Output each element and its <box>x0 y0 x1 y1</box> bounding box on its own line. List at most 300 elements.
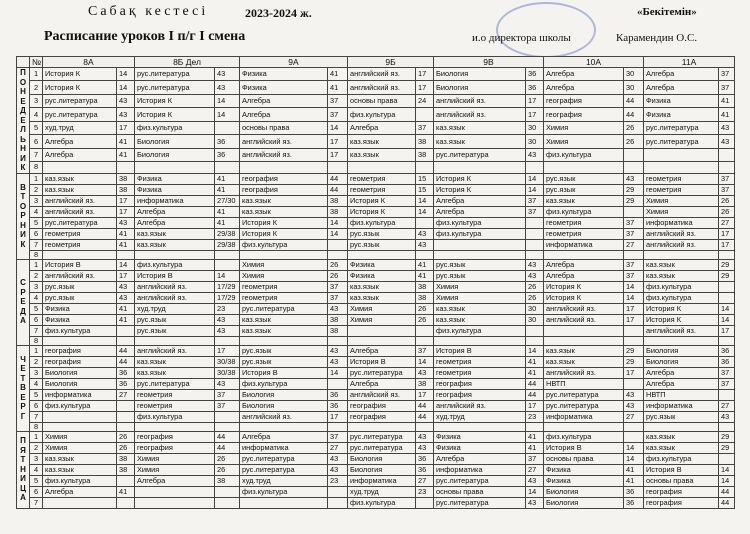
subject-cell <box>348 336 416 345</box>
room-cell: 41 <box>624 475 644 486</box>
subject-cell: Алгебра <box>43 486 117 497</box>
room-cell <box>719 148 735 161</box>
subject-cell: информатика <box>544 411 624 422</box>
room-cell <box>526 217 544 228</box>
subject-cell: рус.литература <box>434 475 526 486</box>
table-row <box>17 281 735 292</box>
room-cell: 43 <box>117 217 135 228</box>
room-cell: 17/29 <box>215 292 240 303</box>
lesson-number: 6 <box>30 400 43 411</box>
day-letter: Л <box>20 125 26 134</box>
lesson-number: 2 <box>30 270 43 281</box>
subject-cell <box>43 497 117 508</box>
subject-cell: Алгебра <box>43 148 117 161</box>
room-cell: 24 <box>416 94 434 107</box>
subject-cell: физ.культура <box>434 217 526 228</box>
subject-cell: рус.литература <box>544 389 624 400</box>
room-cell: 15 <box>416 173 434 184</box>
day-label <box>17 173 30 259</box>
subject-cell: Физика <box>43 303 117 314</box>
subject-cell: основы права <box>348 94 416 107</box>
room-cell: 26 <box>215 464 240 475</box>
subject-cell: геометрия <box>135 389 215 400</box>
day-letter: А <box>20 493 26 503</box>
subject-cell: рус.литература <box>135 68 215 81</box>
subject-cell: география <box>644 497 719 508</box>
subject-cell: рус.язык <box>240 356 328 367</box>
table-row <box>17 81 735 94</box>
subject-cell: геометрия <box>434 356 526 367</box>
subject-cell: Химия <box>544 121 624 134</box>
subject-cell: Алгебра <box>434 453 526 464</box>
room-cell: 41 <box>215 173 240 184</box>
day-letter: Е <box>20 392 26 402</box>
lesson-number: 1 <box>30 431 43 442</box>
lesson-number: 8 <box>30 250 43 259</box>
room-cell: 30 <box>624 68 644 81</box>
subject-cell: История В <box>240 367 328 378</box>
room-cell: 37 <box>328 431 348 442</box>
subject-cell: рус.язык <box>240 345 328 356</box>
subject-cell <box>43 411 117 422</box>
room-cell: 37 <box>719 367 735 378</box>
table-row <box>17 400 735 411</box>
room-cell <box>416 422 434 431</box>
room-cell: 29 <box>719 259 735 270</box>
subject-cell <box>135 422 215 431</box>
room-cell: 17 <box>526 94 544 107</box>
room-cell <box>328 378 348 389</box>
subject-cell: Алгебра <box>240 431 328 442</box>
subject-cell: каз.язык <box>434 314 526 325</box>
subject-cell: НВТП <box>644 389 719 400</box>
room-cell: 26 <box>328 259 348 270</box>
room-cell <box>117 325 135 336</box>
room-cell <box>215 422 240 431</box>
room-cell: 30 <box>526 314 544 325</box>
subject-cell <box>644 336 719 345</box>
room-cell: 14 <box>416 206 434 217</box>
room-cell: 44 <box>624 94 644 107</box>
subject-cell: география <box>644 486 719 497</box>
room-cell: 44 <box>526 389 544 400</box>
subject-cell: геометрия <box>644 184 719 195</box>
subject-cell: рус.язык <box>43 281 117 292</box>
room-cell: 23 <box>215 303 240 314</box>
subject-cell <box>644 148 719 161</box>
subject-cell: физ.культура <box>43 325 117 336</box>
room-cell: 43 <box>117 94 135 107</box>
table-row <box>17 431 735 442</box>
room-cell: 43 <box>624 389 644 400</box>
room-cell: 36 <box>416 453 434 464</box>
room-cell: 43 <box>328 453 348 464</box>
subject-cell: физ.культура <box>434 228 526 239</box>
room-cell: 37 <box>624 270 644 281</box>
subject-cell: физ.культура <box>544 206 624 217</box>
room-cell: 37 <box>328 108 348 121</box>
room-cell: 37 <box>624 228 644 239</box>
subject-cell: основы права <box>644 475 719 486</box>
class-header: 8А <box>43 57 135 68</box>
subject-cell: каз.язык <box>434 135 526 148</box>
day-letter: Р <box>20 211 26 221</box>
subject-cell: Биология <box>544 486 624 497</box>
room-cell: 23 <box>416 486 434 497</box>
subject-cell: география <box>434 378 526 389</box>
room-cell: 27 <box>624 411 644 422</box>
room-cell: 41 <box>719 94 735 107</box>
subject-cell: каз.язык <box>348 135 416 148</box>
subject-cell: информатика <box>434 464 526 475</box>
room-cell: 41 <box>624 464 644 475</box>
subject-cell: рус.язык <box>544 173 624 184</box>
lesson-number: 6 <box>30 228 43 239</box>
subject-cell: Биология <box>240 389 328 400</box>
subject-cell: информатика <box>348 475 416 486</box>
table-row <box>17 345 735 356</box>
room-cell: 41 <box>526 431 544 442</box>
class-header: 11А <box>644 57 735 68</box>
room-cell: 43 <box>624 173 644 184</box>
room-cell: 41 <box>328 68 348 81</box>
subject-cell: История В <box>544 442 624 453</box>
room-cell <box>117 497 135 508</box>
subject-cell: каз.язык <box>135 356 215 367</box>
subject-cell: худ.труд <box>348 486 416 497</box>
subject-cell: История К <box>135 94 215 107</box>
room-cell: 17 <box>117 195 135 206</box>
table-row <box>17 148 735 161</box>
day-letter: Р <box>20 287 26 297</box>
lesson-number: 7 <box>30 411 43 422</box>
room-cell: 36 <box>416 464 434 475</box>
room-cell: 38 <box>416 378 434 389</box>
lesson-number: 2 <box>30 356 43 367</box>
table-row <box>17 314 735 325</box>
table-row <box>17 442 735 453</box>
room-cell: 36 <box>719 345 735 356</box>
subject-cell: география <box>240 184 328 195</box>
subject-cell: информатика <box>135 195 215 206</box>
subject-cell: Физика <box>644 108 719 121</box>
room-cell: 14 <box>215 270 240 281</box>
table-row <box>17 336 735 345</box>
subject-cell: худ.труд <box>240 475 328 486</box>
subject-cell: геометрия <box>544 217 624 228</box>
room-cell <box>526 325 544 336</box>
subject-cell <box>135 486 215 497</box>
room-cell: 43 <box>416 367 434 378</box>
day-letter: Г <box>20 411 26 421</box>
subject-cell: Алгебра <box>544 81 624 94</box>
room-cell: 41 <box>117 239 135 250</box>
subject-cell: История К <box>135 108 215 121</box>
lesson-number: 5 <box>30 303 43 314</box>
room-cell: 38 <box>416 135 434 148</box>
day-letter: Ч <box>20 354 26 364</box>
subject-cell: английский яз. <box>135 281 215 292</box>
subject-cell: английский яз. <box>240 411 328 422</box>
subject-cell <box>348 250 416 259</box>
room-cell: 36 <box>624 486 644 497</box>
day-letter: П <box>20 436 26 446</box>
subject-cell: Химия <box>43 442 117 453</box>
subject-cell: каз.язык <box>348 292 416 303</box>
subject-cell: Алгебра <box>240 94 328 107</box>
room-cell: 41 <box>526 442 544 453</box>
room-cell <box>117 400 135 411</box>
lesson-number: 2 <box>30 184 43 195</box>
room-cell: 38 <box>117 453 135 464</box>
room-cell <box>416 217 434 228</box>
subject-cell: Физика <box>240 68 328 81</box>
room-cell: 43 <box>117 108 135 121</box>
lesson-number-header: № <box>30 57 43 68</box>
table-row <box>17 453 735 464</box>
room-cell: 17 <box>526 400 544 411</box>
room-cell: 38 <box>328 314 348 325</box>
room-cell: 26 <box>117 442 135 453</box>
subject-cell: Алгебра <box>348 378 416 389</box>
subject-cell <box>135 336 215 345</box>
room-cell: 44 <box>328 184 348 195</box>
subject-cell: Физика <box>544 475 624 486</box>
subject-cell: каз.язык <box>43 184 117 195</box>
room-cell: 14 <box>624 281 644 292</box>
subject-cell: рус.язык <box>644 411 719 422</box>
subject-cell: физ.культура <box>135 259 215 270</box>
subject-cell: История К <box>434 184 526 195</box>
room-cell: 14 <box>117 68 135 81</box>
subject-cell: История В <box>135 270 215 281</box>
header-row <box>17 57 735 68</box>
room-cell: 37 <box>416 121 434 134</box>
room-cell: 14 <box>526 184 544 195</box>
subject-cell: История К <box>348 195 416 206</box>
lesson-number: 5 <box>30 121 43 134</box>
day-letter: О <box>19 201 27 211</box>
room-cell: 30/38 <box>215 367 240 378</box>
subject-cell: Химия <box>644 195 719 206</box>
room-cell <box>526 422 544 431</box>
subject-cell: геометрия <box>434 367 526 378</box>
subject-cell: каз.язык <box>644 270 719 281</box>
room-cell: 30 <box>526 303 544 314</box>
subject-cell: рус.язык <box>434 259 526 270</box>
room-cell <box>117 422 135 431</box>
lesson-number: 1 <box>30 173 43 184</box>
lesson-number: 3 <box>30 453 43 464</box>
room-cell: 26 <box>416 303 434 314</box>
subject-cell: физ.культура <box>240 486 328 497</box>
room-cell <box>215 497 240 508</box>
table-row <box>17 239 735 250</box>
room-cell: 41 <box>215 206 240 217</box>
room-cell <box>328 162 348 173</box>
lesson-number: 8 <box>30 162 43 173</box>
lesson-number: 1 <box>30 345 43 356</box>
room-cell: 14 <box>117 81 135 94</box>
subject-cell <box>43 422 117 431</box>
room-cell: 27/30 <box>215 195 240 206</box>
subject-cell: английский яз. <box>348 81 416 94</box>
subject-cell: география <box>135 431 215 442</box>
day-letter: Н <box>20 87 26 96</box>
subject-cell <box>544 325 624 336</box>
subject-cell: рус.литература <box>348 442 416 453</box>
room-cell: 44 <box>719 486 735 497</box>
subject-cell: английский яз. <box>43 195 117 206</box>
subject-cell: История К <box>644 303 719 314</box>
subject-cell: английский яз. <box>434 400 526 411</box>
day-letter: С <box>20 278 26 288</box>
lesson-number: 1 <box>30 259 43 270</box>
subject-cell: география <box>135 442 215 453</box>
room-cell: 43 <box>719 135 735 148</box>
subject-cell: Химия <box>43 431 117 442</box>
table-row <box>17 356 735 367</box>
table-row <box>17 250 735 259</box>
day-letter: Д <box>20 306 26 316</box>
room-cell: 43 <box>328 345 348 356</box>
day-letter: К <box>20 163 26 172</box>
room-cell: 27 <box>719 400 735 411</box>
lesson-number: 4 <box>30 464 43 475</box>
subject-cell: английский яз. <box>644 239 719 250</box>
room-cell <box>526 162 544 173</box>
room-cell <box>416 162 434 173</box>
room-cell: 26 <box>719 206 735 217</box>
room-cell <box>416 497 434 508</box>
subject-cell: физ.культура <box>348 108 416 121</box>
room-cell <box>719 250 735 259</box>
room-cell <box>328 486 348 497</box>
subject-cell <box>240 497 328 508</box>
day-label <box>17 259 30 345</box>
room-cell <box>624 378 644 389</box>
room-cell: 37 <box>526 206 544 217</box>
room-cell: 41 <box>117 314 135 325</box>
table-row <box>17 422 735 431</box>
room-cell: 36 <box>215 148 240 161</box>
room-cell: 37 <box>719 68 735 81</box>
room-cell: 44 <box>328 173 348 184</box>
room-cell: 43 <box>215 325 240 336</box>
schedule-subtitle: Расписание уроков I п/г I смена <box>44 29 246 44</box>
room-cell: 44 <box>215 431 240 442</box>
day-letter: П <box>20 68 26 77</box>
subject-cell: информатика <box>240 442 328 453</box>
subject-cell: История В <box>348 356 416 367</box>
room-cell: 17 <box>719 325 735 336</box>
room-cell: 41 <box>526 356 544 367</box>
subject-cell: геометрия <box>644 173 719 184</box>
subject-cell: Химия <box>544 135 624 148</box>
room-cell: 41 <box>117 148 135 161</box>
subject-cell: Алгебра <box>434 206 526 217</box>
director-label: и.о директора школы <box>472 32 571 44</box>
subject-cell: рус.литература <box>348 367 416 378</box>
day-letter: В <box>20 383 26 393</box>
day-letter: Е <box>20 364 26 374</box>
subject-cell: физ.культура <box>43 400 117 411</box>
subject-cell: рус.язык <box>348 239 416 250</box>
room-cell: 14 <box>526 173 544 184</box>
subject-cell: Алгебра <box>544 270 624 281</box>
subject-cell: английский яз. <box>43 270 117 281</box>
day-letter: Е <box>20 115 26 125</box>
room-cell <box>719 292 735 303</box>
room-cell <box>117 336 135 345</box>
room-cell: 37 <box>328 94 348 107</box>
room-cell <box>624 325 644 336</box>
subject-cell: История В <box>644 464 719 475</box>
room-cell: 38 <box>328 325 348 336</box>
day-letter: И <box>20 474 26 484</box>
subject-cell: Физика <box>43 314 117 325</box>
lesson-number: 2 <box>30 81 43 94</box>
room-cell: 44 <box>416 411 434 422</box>
table-row <box>17 228 735 239</box>
day-letter: Ц <box>20 483 26 493</box>
subject-cell: История К <box>43 81 117 94</box>
subject-cell: каз.язык <box>240 206 328 217</box>
room-cell: 43 <box>416 431 434 442</box>
subject-cell: рус.литература <box>43 94 117 107</box>
subject-cell: Алгебра <box>135 217 215 228</box>
subject-cell: Химия <box>434 281 526 292</box>
room-cell: 43 <box>416 228 434 239</box>
subject-cell: Химия <box>644 206 719 217</box>
subject-cell: рус.литература <box>544 400 624 411</box>
room-cell <box>719 422 735 431</box>
subject-cell: рус.язык <box>544 184 624 195</box>
table-row <box>17 389 735 400</box>
table-row <box>17 378 735 389</box>
room-cell: 14 <box>416 195 434 206</box>
lesson-number: 7 <box>30 325 43 336</box>
room-cell <box>215 121 240 134</box>
room-cell: 17 <box>117 270 135 281</box>
subject-cell <box>434 239 526 250</box>
subject-cell <box>544 250 624 259</box>
table-row <box>17 68 735 81</box>
room-cell: 36 <box>526 81 544 94</box>
subject-cell <box>43 336 117 345</box>
school-year: 2023-2024 ж. <box>245 6 312 20</box>
subject-cell: география <box>348 400 416 411</box>
day-label <box>17 68 30 174</box>
day-letter: А <box>20 316 26 326</box>
subject-cell <box>348 422 416 431</box>
lesson-number: 5 <box>30 217 43 228</box>
room-cell: 14 <box>624 442 644 453</box>
room-cell: 27 <box>719 217 735 228</box>
lesson-number: 4 <box>30 378 43 389</box>
subject-cell: Биология <box>43 367 117 378</box>
subject-cell: Физика <box>348 259 416 270</box>
subject-cell: История К <box>544 292 624 303</box>
subject-cell: Физика <box>434 431 526 442</box>
subject-cell: информатика <box>43 389 117 400</box>
subject-cell: каз.язык <box>135 239 215 250</box>
room-cell: 43 <box>117 281 135 292</box>
room-cell: 17 <box>719 239 735 250</box>
subject-cell: физ.культура <box>240 378 328 389</box>
subject-cell: рус.литература <box>43 217 117 228</box>
room-cell: 44 <box>117 345 135 356</box>
